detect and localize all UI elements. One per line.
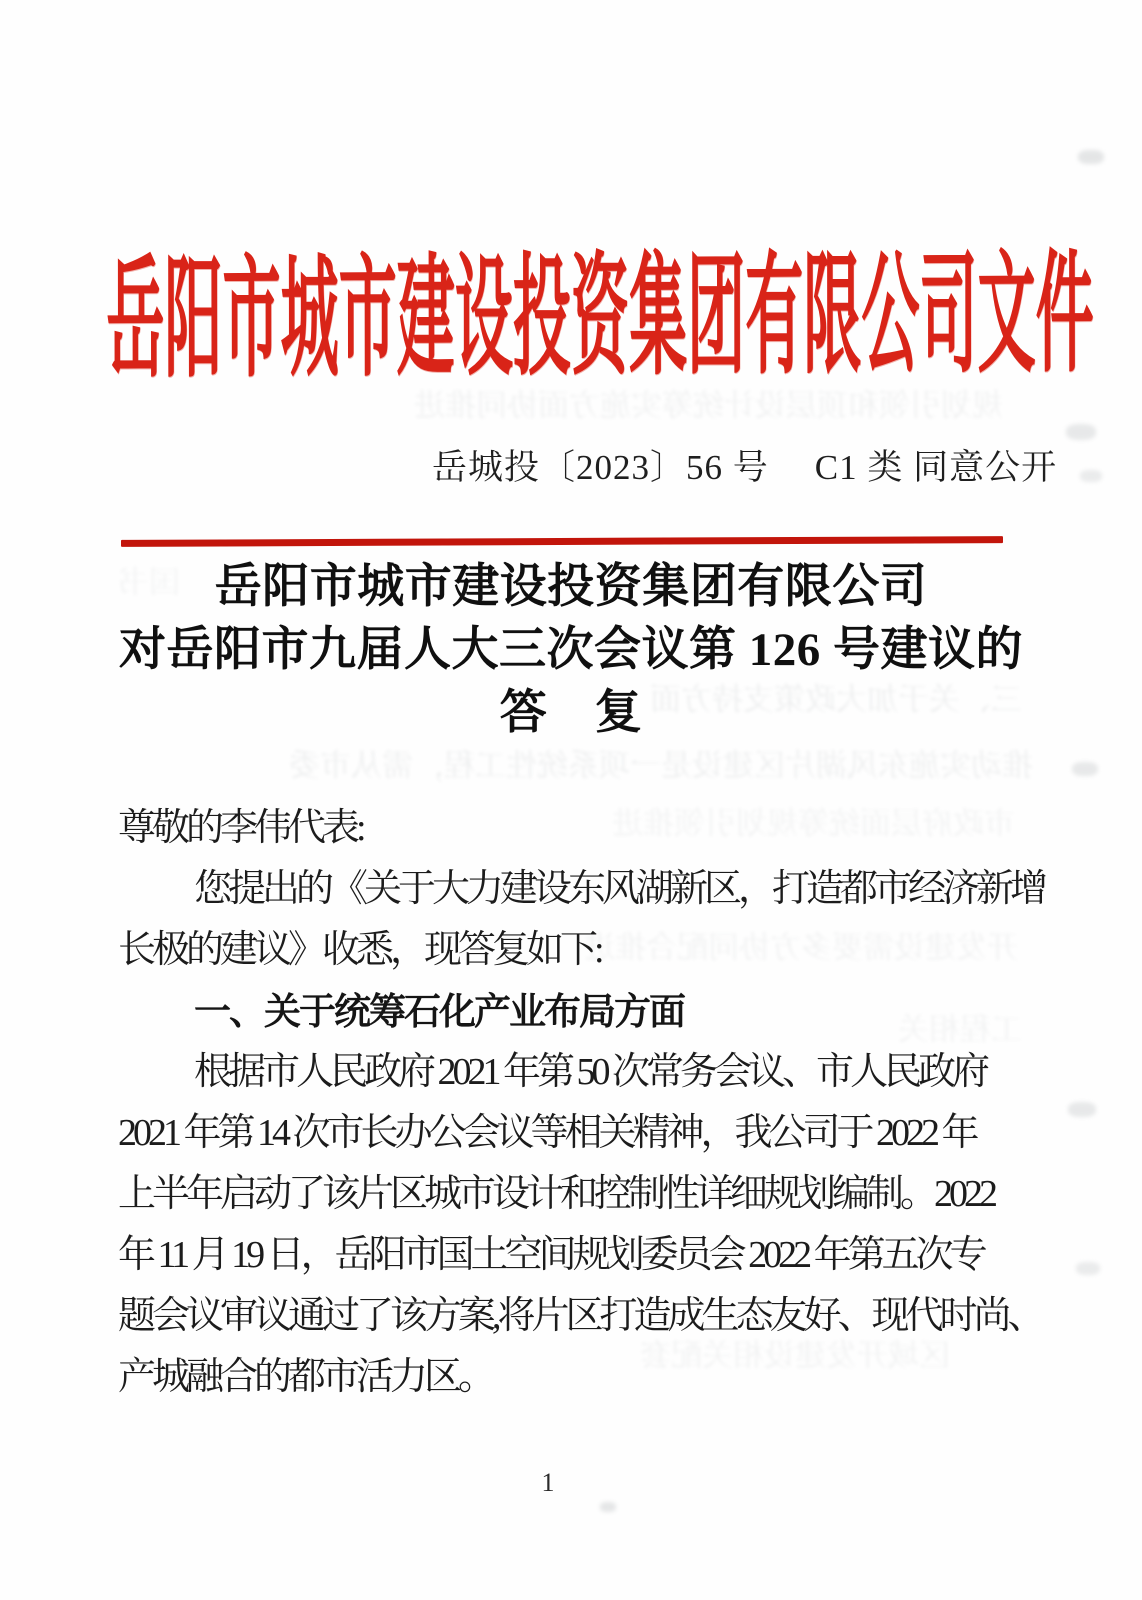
body-line: 2021 年第 14 次市长办公会议等相关精神，我公司于 2022 年	[118, 1112, 976, 1154]
scan-artifact	[1080, 470, 1102, 482]
red-separator-line	[121, 536, 1003, 547]
document-number-row	[432, 446, 1057, 490]
title-line-3: 答 复	[499, 687, 643, 739]
salutation-line: 尊敬的李伟代表:	[118, 807, 363, 849]
letterhead-title: 岳阳市城市建设投资集团有限公司文件	[106, 241, 1094, 394]
body-line: 年 11 月 19 日，岳阳市国土空间规划委员会 2022 年第五次专	[118, 1234, 984, 1276]
body-line: 您提出的《关于大力建设东风湖新区，打造都市经济新增	[194, 868, 1045, 910]
bleedthrough-text: 规划引领和顶层设计统筹实施方面协同推进	[414, 388, 1003, 423]
bleedthrough-text: 工程相关	[898, 1012, 1022, 1047]
page-number: 1	[541, 1468, 555, 1497]
scan-artifact	[1068, 1102, 1096, 1117]
title-line-2: 对岳阳市九届人大三次会议第 126 号建议的	[119, 624, 1023, 676]
title-line-1: 岳阳市城市建设投资集团有限公司	[214, 561, 928, 613]
bleedthrough-text: 国书	[118, 565, 180, 600]
bleedthrough-text: 市政府层面统筹规划引领推进	[612, 806, 1015, 841]
section-heading: 一、关于统筹石化产业布局方面	[194, 991, 684, 1032]
document-title	[0, 556, 1142, 745]
scan-artifact	[600, 1502, 616, 1512]
body-line: 根据市人民政府 2021 年第 50 次常务会议、市人民政府	[194, 1051, 987, 1093]
body-line: 长极的建议》收悉，现答复如下:	[118, 929, 601, 971]
scan-artifact	[1072, 762, 1098, 776]
scan-artifact	[1076, 1262, 1100, 1275]
body-line: 上半年启动了该片区城市设计和控制性详细规划编制。2022	[118, 1173, 995, 1215]
body-line: 题会议审议通过了该方案,将片区打造成生态友好、现代时尚、	[118, 1295, 1042, 1337]
document-number: 岳城投〔2023〕56 号	[432, 448, 769, 487]
classification-label: C1 类 同意公开	[814, 448, 1058, 487]
bleedthrough-text: 三、关于加大政策支持方面	[650, 682, 1022, 717]
bleedthrough-text: 区域开发建设相关配套	[640, 1338, 950, 1373]
document-body	[118, 798, 1045, 1408]
bleedthrough-text: 推动实施东风湖片区建设是一项系统性工程，需从市委	[289, 748, 1033, 783]
scan-artifact	[1066, 424, 1096, 440]
body-line: 产城融合的都市活力区。	[118, 1356, 493, 1398]
bleedthrough-text: 开发建设需要多方协同配合推进	[584, 930, 1018, 965]
scan-artifact	[1078, 150, 1104, 164]
letterhead-banner	[0, 241, 1142, 394]
